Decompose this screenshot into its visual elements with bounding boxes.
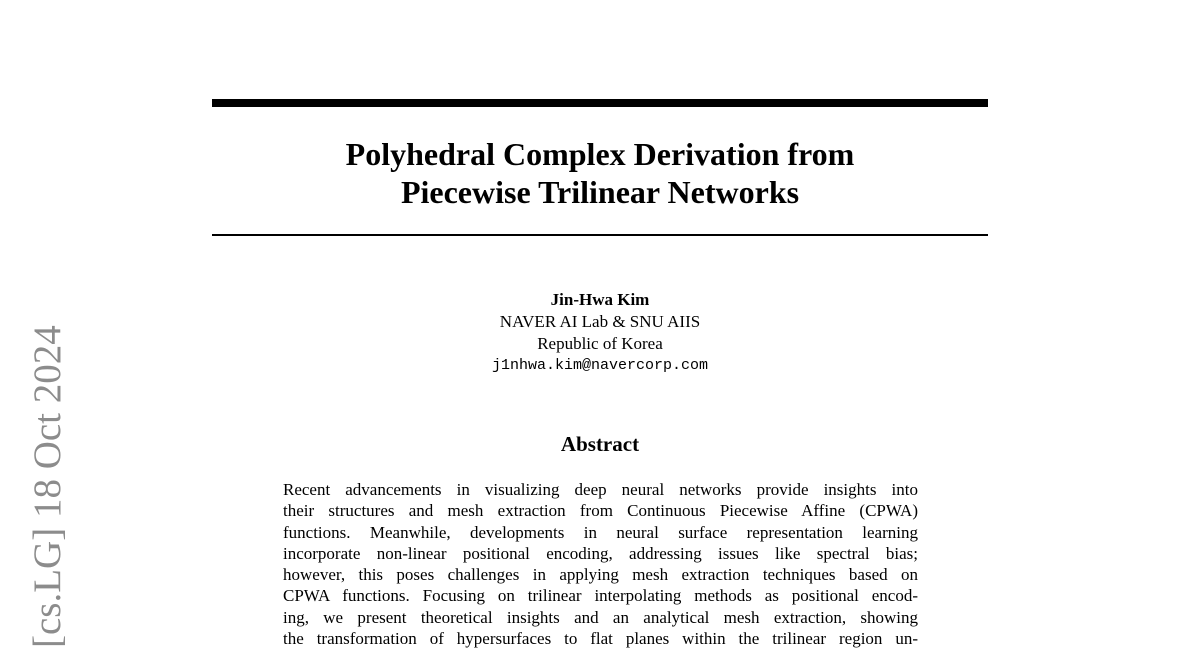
abstract-line: ing, we present theoretical insights and an analytical mesh extraction, showing <box>283 607 918 627</box>
author-email[interactable]: j1nhwa.kim@navercorp.com <box>491 357 709 374</box>
title-bottom-rule <box>212 234 988 236</box>
title-top-rule <box>212 99 988 107</box>
title-line-1: Polyhedral Complex Derivation from <box>345 136 855 172</box>
author-block <box>212 289 988 377</box>
abstract-body <box>283 479 918 649</box>
title-line-2: Piecewise Trilinear Networks <box>400 174 800 210</box>
author-name: Jin-Hwa Kim <box>550 290 650 309</box>
abstract-line: however, this poses challenges in applying mesh extraction techniques based on <box>283 565 918 585</box>
abstract-line: functions. Meanwhile, developments in neural surface representation learning <box>283 522 918 542</box>
abstract-line: the transformation of hypersurfaces to flat planes within the trilinear region un- <box>283 629 918 649</box>
paper-title <box>212 135 988 211</box>
abstract-line: their structures and mesh extraction from Continuous Piecewise Affine (CPWA) <box>283 501 918 521</box>
abstract-line: Recent advancements in visualizing deep neural networks provide insights into <box>283 480 918 499</box>
abstract-line: incorporate non-linear positional encoding, addressing issues like spectral bias; <box>283 543 918 563</box>
abstract-line: CPWA functions. Focusing on trilinear interpolating methods as positional encod- <box>283 586 918 606</box>
author-affiliation: NAVER AI Lab & SNU AIIS <box>499 312 701 331</box>
abstract-heading: Abstract <box>560 432 640 456</box>
arxiv-stamp: [cs.LG] 18 Oct 2024 <box>26 325 69 648</box>
author-country: Republic of Korea <box>537 334 663 353</box>
